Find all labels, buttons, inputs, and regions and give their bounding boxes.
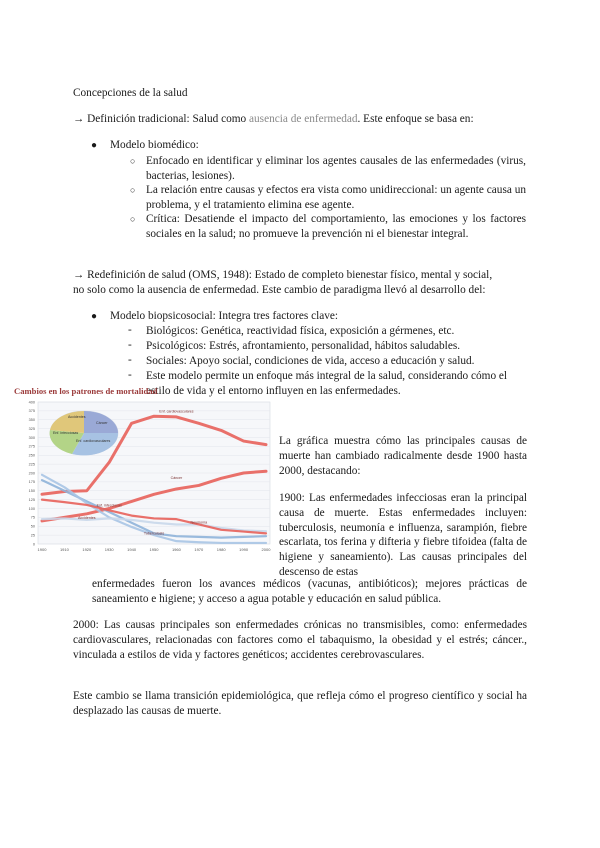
y-tick-label: 400 [28,400,35,405]
dash-bullet-icon: - [128,369,132,381]
biopsychosocial-summary: Este modelo permite un enfoque más integral de la salud, considerando cómo el estilo de vida y el entorno influyen en las enfermedades. [146,370,508,397]
biomedical-point-2: La relación entre causas y efectos era vista como unidireccional: un agente causa un problema, y el tratamiento elimina ese agente. [146,184,526,211]
x-tick-label: 1940 [127,547,137,552]
series-label: Accidentes [78,515,96,520]
redefinition-line-2: no solo como la ausencia de enfermedad. Este cambio de paradigma llevó al desarrollo del: [73,284,486,296]
pie-label: Cáncer [96,421,108,425]
series-label: Tuberculosis [143,531,165,536]
series-label: Enf. cardiovasculares [159,409,194,414]
y-tick-label: 325 [28,426,35,431]
y-tick-label: 25 [30,533,35,538]
x-tick-label: 1900 [37,547,47,552]
x-tick-label: 2000 [261,547,271,552]
circle-bullet-icon: ○ [130,185,136,195]
factor-biological: Biológicos: Genética, reactividad física, exposición a gérmenes, etc. [146,325,455,337]
series-label: Cáncer [170,475,183,480]
y-tick-label: 350 [28,418,35,423]
paragraph-1900-continued: enfermedades fueron los avances médicos (vacunas, antibióticos); mejores prácticas de saneamiento e higiene; y acceso a agua potable y educación en salud pública. [92,578,527,605]
y-tick-label: 250 [28,453,35,458]
section-heading: Concepciones de la salud [73,87,188,99]
x-tick-label: 1960 [171,547,181,552]
biomedical-model-label: Modelo biomédico: [110,139,199,151]
y-tick-label: 50 [30,524,35,529]
y-tick-label: 225 [28,462,35,467]
dash-bullet-icon: - [128,354,132,366]
paragraph-1900: 1900: Las enfermedades infecciosas eran la principal causa de muerte. Estas enfermedades incluyen: tuberculosis, neumonía e influenza, sarampión, fiebre escarlata, tos ferina y difteria y fiebre tifoidea (falta de higiene y saneamiento). Las causas principales del descenso de estas [279,492,527,578]
x-tick-label: 1930 [104,547,114,552]
closing-paragraph: Este cambio se llama transición epidemiológica, que refleja cómo el progreso científico y social ha desplazado las causas de muerte. [73,690,527,717]
x-tick-label: 1910 [59,547,69,552]
y-tick-label: 200 [28,471,35,476]
traditional-highlight: ausencia de enfermedad [249,113,358,125]
traditional-definition [73,112,474,127]
series-label: Neumonía [190,520,208,525]
redefinition-line-1: → Redefinición de salud (OMS, 1948): Estado de completo bienestar físico, mental y social, [73,269,493,281]
pie-label: Enf. cardiovasculares [76,439,111,443]
circle-bullet-icon: ○ [130,214,136,224]
y-tick-label: 150 [28,489,35,494]
dash-bullet-icon: - [128,339,132,351]
x-tick-label: 1980 [216,547,226,552]
y-tick-label: 100 [28,506,35,511]
x-tick-label: 1950 [149,547,159,552]
pie-label: Accidentes [68,415,86,419]
x-tick-label: 1920 [82,547,92,552]
circle-bullet-icon: ○ [130,156,136,166]
chart-title: Cambios en los patrones de mortalidad [14,386,158,396]
y-tick-label: 0 [32,542,35,547]
y-tick-label: 300 [28,435,35,440]
bullet-icon: ● [91,311,98,322]
series-label: Enf. infecciosas [96,503,122,508]
traditional-suffix: . Este enfoque se basa en: [357,113,474,125]
dash-bullet-icon: - [128,324,132,336]
pie-label: Enf. infecciosas [53,431,79,435]
y-tick-label: 275 [28,444,35,449]
chart-description-intro: La gráfica muestra cómo las principales causas de muerte han cambiado radicalmente desde 1900 hasta 2000, destacando: [279,435,527,477]
y-tick-label: 125 [28,497,35,502]
bullet-icon: ● [91,140,98,151]
pie-chart [50,411,118,455]
factor-social: Sociales: Apoyo social, condiciones de vida, acceso a educación y salud. [146,355,475,367]
y-tick-label: 375 [28,409,35,414]
x-tick-label: 1970 [194,547,204,552]
paragraph-2000: 2000: Las causas principales son enfermedades crónicas no transmisibles, como: enfermedades cardiovasculares, relacionadas con factores como el tabaquismo, la obesidad y el estrés; cáncer., vinculada a estilos de vida y factores genéticos; accidentes cerebrovasculares. [73,619,527,661]
factor-psychological: Psicológicos: Estrés, afrontamiento, personalidad, hábitos saludables. [146,340,461,352]
y-tick-label: 75 [30,515,35,520]
biomedical-point-3: Crítica: Desatiende el impacto del comportamiento, las emociones y los factores sociales en la salud; no promueve la prevención ni el bienestar integral. [146,213,526,240]
mortality-chart [12,400,274,558]
biomedical-point-1: Enfocado en identificar y eliminar los agentes causales de las enfermedades (virus, bacterias, lesiones). [146,155,526,182]
y-tick-label: 175 [28,480,35,485]
biopsychosocial-model-label: Modelo biopsicosocial: Integra tres factores clave: [110,310,339,322]
x-tick-label: 1990 [239,547,249,552]
traditional-prefix: → Definición tradicional: Salud como [73,113,250,125]
